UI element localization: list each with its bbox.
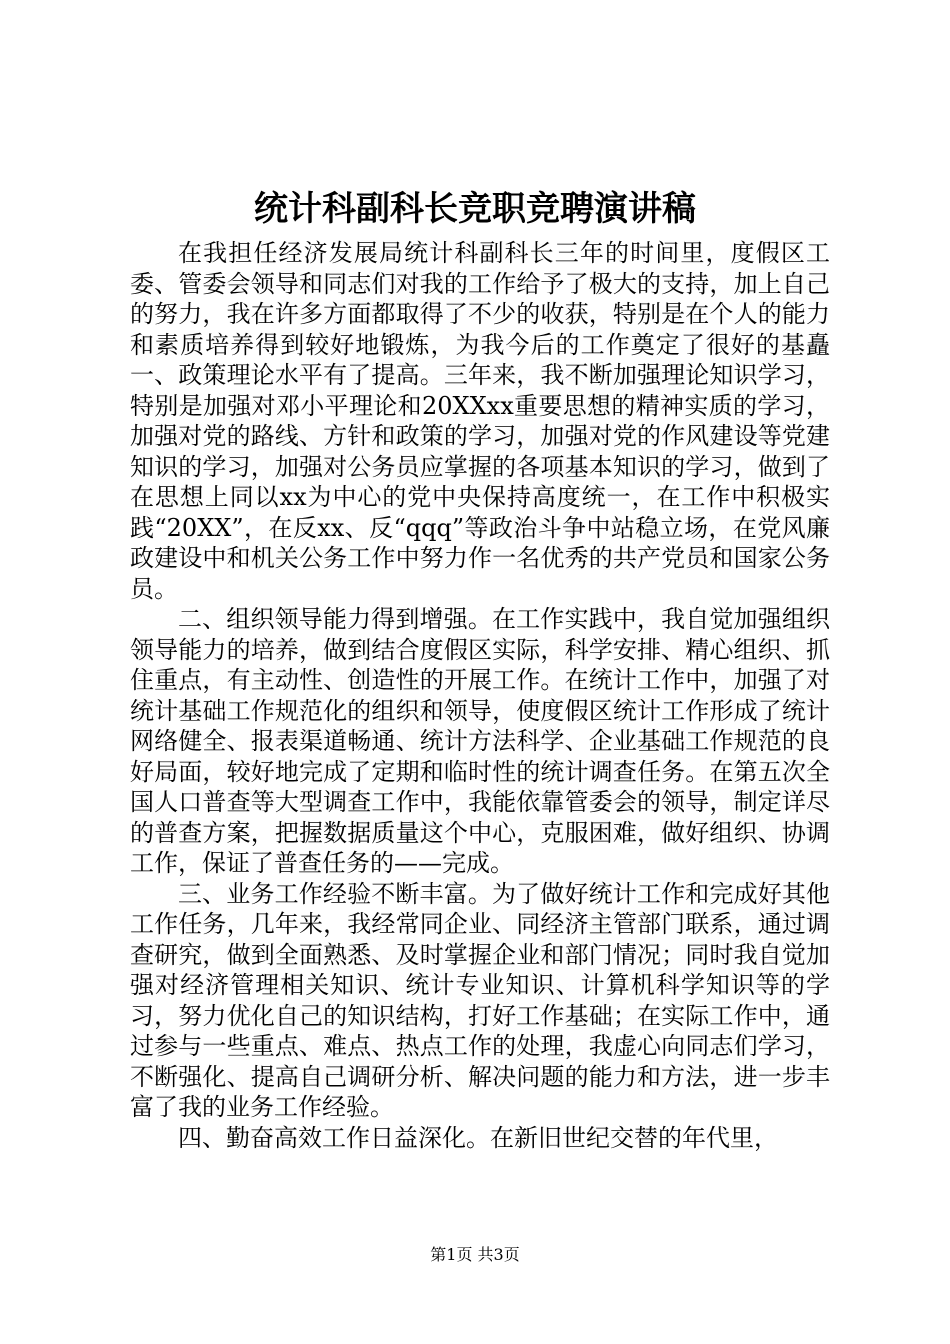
paragraph-3: 三、业务工作经验不断丰富。为了做好统计工作和完成好其他工作任务，几年来，我经常同企业、同经济主管部门联系，通过调查研究，做到全面熟悉、及时掌握企业和部门情况；同时我自觉加强对经济管理相关知识、统计专业知识、计算机科学知识等的学习，努力优化自己的知识结构，打好工作基础；在实际工作中，通过参与一些重点、难点、热点工作的处理，我虚心向同志们学习，不断强化、提高自己调研分析、解决问题的能力和方法，进一步丰富了我的业务工作经验。 — [130, 879, 830, 1121]
document-body — [130, 238, 830, 1153]
paragraph-4: 四、勤奋高效工作日益深化。在新旧世纪交替的年代里， — [178, 1123, 778, 1152]
page-number-footer: 第1页 共3页 — [430, 1245, 520, 1264]
paragraph-1: 在我担任经济发展局统计科副科长三年的时间里，度假区工委、管委会领导和同志们对我的工作给予了极大的支持，加上自己的努力，我在许多方面都取得了不少的收获，特别是在个人的能力和素质培养得到较好地锻炼，为我今后的工作奠定了很好的基矗一、政策理论水平有了提高。三年来，我不断加强理论知识学习，特别是加强对邓小平理论和20XXxx重要思想的精神实质的学习，加强对党的路线、方针和政策的学习，加强对党的作风建设等党建知识的学习，加强对公务员应掌握的各项基本知识的学习，做到了在思想上同以xx为中心的党中央保持高度统一，在工作中积极实践“20XX”，在反xx、反“qqq”等政治斗争中站稳立场，在党风廉政建设中和机关公务工作中努力作一名优秀的共产党员和国家公务员。 — [130, 239, 830, 603]
document-title: 统计科副科长竞职竞聘演讲稿 — [254, 189, 696, 229]
paragraph-2: 二、组织领导能力得到增强。在工作实践中，我自觉加强组织领导能力的培养，做到结合度假区实际，科学安排、精心组织、抓住重点，有主动性、创造性的开展工作。在统计工作中，加强了对统计基础工作规范化的组织和领导，使度假区统计工作形成了统计网络健全、报表渠道畅通、统计方法科学、企业基础工作规范的良好局面，较好地完成了定期和临时性的统计调查任务。在第五次全国人口普查等大型调查工作中，我能依靠管委会的领导，制定详尽的普查方案，把握数据质量这个中心，克服困难，做好组织、协调工作，保证了普查任务的——完成。 — [130, 605, 830, 877]
